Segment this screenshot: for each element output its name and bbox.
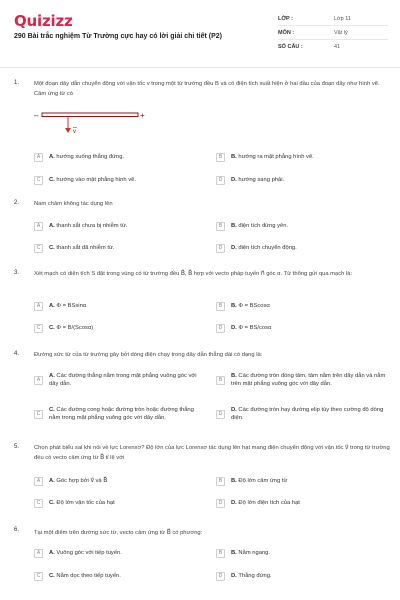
option-letter: D bbox=[216, 244, 225, 253]
option-a[interactable] bbox=[34, 474, 107, 488]
option-d[interactable] bbox=[216, 398, 390, 430]
option-letter: C bbox=[34, 324, 43, 333]
option-text: A. hướng xuống thẳng đứng. bbox=[49, 154, 125, 160]
option-letter: C bbox=[34, 410, 43, 419]
option-d[interactable] bbox=[216, 241, 297, 255]
option-text: D. Φ = BS/cosα bbox=[231, 325, 272, 331]
option-b[interactable] bbox=[216, 219, 288, 233]
option-d[interactable] bbox=[216, 321, 271, 335]
meta-key: MÔN : bbox=[278, 29, 295, 36]
header bbox=[0, 0, 400, 68]
meta-value: Lớp 11 bbox=[334, 15, 351, 22]
option-letter: C bbox=[34, 244, 43, 253]
option-text: A. Góc hợp bởi v⃗ và B⃗ bbox=[49, 478, 108, 484]
option-letter: B bbox=[216, 549, 225, 558]
question-number: 3. bbox=[14, 270, 20, 276]
option-letter: A bbox=[34, 477, 43, 486]
option-text: B. Độ lớn cảm ứng từ bbox=[231, 478, 288, 484]
option-letter: A bbox=[34, 153, 43, 162]
question-number: 5. bbox=[14, 444, 20, 450]
question-5 bbox=[14, 444, 390, 463]
option-a[interactable] bbox=[34, 367, 204, 393]
option-letter: C bbox=[34, 499, 43, 508]
option-letter: A bbox=[34, 222, 43, 231]
meta-key: SỐ CÂU : bbox=[278, 44, 303, 50]
meta-row-count bbox=[278, 40, 388, 54]
option-c[interactable] bbox=[34, 173, 136, 187]
question-text: Xét mạch có diện tích S đặt trong vùng có từ trường đều B⃗, B⃗ hợp với vecto pháp tuyến n⃗ góc α. Từ thông gửi qua mạch là: bbox=[34, 271, 353, 277]
option-text: B. điện tích đứng yên. bbox=[231, 223, 289, 229]
option-text: D. hướng sang phải. bbox=[231, 177, 285, 183]
document-title: 290 Bài trắc nghiệm Từ Trường cực hay có lời giải chi tiết (P2) bbox=[14, 33, 222, 40]
velocity-arrowhead bbox=[65, 128, 71, 133]
option-text: A. Các đường thẳng nằm trong mặt phẳng vuông góc với dây dẫn. bbox=[49, 373, 197, 387]
option-letter: B bbox=[216, 153, 225, 162]
option-text: B. Nằm ngang. bbox=[231, 550, 271, 556]
option-d[interactable] bbox=[216, 496, 300, 510]
question-text: Chọn phát biểu sai khi nói về lực Lorenxơ? Độ lớn của lực Lorenxơ tác dụng lên hạt mang điện chuyển động với vận tốc v⃗ trong từ trường đều có vecto cảm ứng từ B⃗ tỉ lệ với bbox=[34, 445, 390, 461]
question-text: Nam châm không tác dụng lên bbox=[34, 201, 113, 207]
wire-diagram bbox=[34, 109, 154, 139]
option-text: B. Các đường tròn đồng tâm, tâm nằm trên dây dẫn và nằm trên mặt phẳng vuông góc với dây dẫn. bbox=[231, 373, 386, 387]
option-letter: A bbox=[34, 376, 43, 385]
velocity-label: v bbox=[73, 129, 76, 135]
meta-row-subject bbox=[278, 26, 388, 40]
question-text: Đường sức từ của từ trường gây bởi dòng điện chạy trong dây dẫn thẳng dài có dạng là: bbox=[34, 352, 263, 358]
option-letter: A bbox=[34, 549, 43, 558]
option-a[interactable] bbox=[34, 219, 127, 233]
wire-bar bbox=[42, 113, 138, 117]
option-letter: A bbox=[34, 302, 43, 311]
option-text: C. Độ lớn vận tốc của hạt bbox=[49, 500, 115, 506]
question-4 bbox=[14, 351, 390, 361]
quizizz-logo[interactable]: Quizizz bbox=[14, 12, 73, 30]
option-text: D. Thẳng đứng. bbox=[231, 573, 272, 579]
meta-table bbox=[278, 12, 388, 54]
option-b[interactable] bbox=[216, 474, 287, 488]
option-a[interactable] bbox=[34, 150, 124, 164]
option-text: C. hướng vào mặt phẳng hình vẽ. bbox=[49, 177, 136, 183]
meta-value: 41 bbox=[334, 44, 341, 50]
meta-row-class bbox=[278, 12, 388, 26]
option-text: D. Các đường tròn hay đường elip tùy theo cường độ dòng điện. bbox=[231, 407, 384, 421]
question-2 bbox=[14, 200, 390, 210]
question-number: 2. bbox=[14, 200, 20, 206]
meta-value: Vật lý bbox=[334, 29, 348, 36]
question-number: 4. bbox=[14, 351, 20, 357]
meta-key: LỚP : bbox=[278, 15, 293, 22]
option-letter: B bbox=[216, 376, 225, 385]
option-c[interactable] bbox=[34, 241, 114, 255]
minus-sign: – bbox=[34, 111, 39, 120]
option-text: B. hướng ra mặt phẳng hình vẽ. bbox=[231, 154, 314, 160]
option-b[interactable] bbox=[216, 150, 314, 164]
question-3 bbox=[14, 270, 390, 280]
option-text: D. điện tích chuyển động. bbox=[231, 245, 297, 251]
option-a[interactable] bbox=[34, 546, 122, 560]
option-text: C. Nằm dọc theo tiếp tuyến. bbox=[49, 573, 121, 579]
option-text: C. Φ = B/(Scosα) bbox=[49, 325, 94, 331]
option-letter: B bbox=[216, 222, 225, 231]
option-letter: D bbox=[216, 410, 225, 419]
option-letter: D bbox=[216, 572, 225, 581]
option-c[interactable] bbox=[34, 569, 121, 583]
option-text: A. thanh sắt chưa bị nhiễm từ. bbox=[49, 223, 128, 229]
question-6 bbox=[14, 527, 390, 539]
option-text: D. Độ lớn điện tích của hạt bbox=[231, 500, 300, 506]
option-text: A. Vuông góc với tiếp tuyến. bbox=[49, 550, 122, 556]
option-text: C. Các đường cong hoặc đường tròn hoặc đường thẳng nằm trong mặt phẳng vuông góc với dây dẫn. bbox=[49, 407, 194, 421]
option-letter: C bbox=[34, 572, 43, 581]
plus-sign: + bbox=[140, 111, 145, 120]
option-letter: D bbox=[216, 176, 225, 185]
question-1 bbox=[14, 80, 390, 99]
question-text: Một đoạn dây dẫn chuyển động với vận tốc v trong một từ trường đều B và có điện tích xuất hiện ở hai đầu của đoạn dây như hình vẽ. Cảm ứng từ có bbox=[34, 81, 380, 97]
option-a[interactable] bbox=[34, 299, 86, 313]
option-c[interactable] bbox=[34, 496, 115, 510]
option-letter: C bbox=[34, 176, 43, 185]
question-number: 1. bbox=[14, 80, 20, 86]
option-letter: D bbox=[216, 324, 225, 333]
option-text: A. Φ = BSsinα bbox=[49, 303, 87, 309]
option-text: C. thanh sắt đã nhiễm từ. bbox=[49, 245, 115, 251]
question-number: 6. bbox=[14, 527, 20, 533]
question-text: Tại một điểm trên đường sức từ, vecto cảm ứng từ B⃗ có phương: bbox=[34, 530, 203, 536]
option-text: B. Φ = BScosα bbox=[231, 303, 270, 309]
option-b[interactable] bbox=[216, 367, 390, 393]
option-b[interactable] bbox=[216, 299, 270, 313]
option-d[interactable] bbox=[216, 173, 284, 187]
option-letter: B bbox=[216, 477, 225, 486]
option-letter: D bbox=[216, 499, 225, 508]
option-c[interactable] bbox=[34, 398, 204, 430]
option-c[interactable] bbox=[34, 321, 93, 335]
option-d[interactable] bbox=[216, 569, 272, 583]
option-letter: B bbox=[216, 302, 225, 311]
option-b[interactable] bbox=[216, 546, 270, 560]
